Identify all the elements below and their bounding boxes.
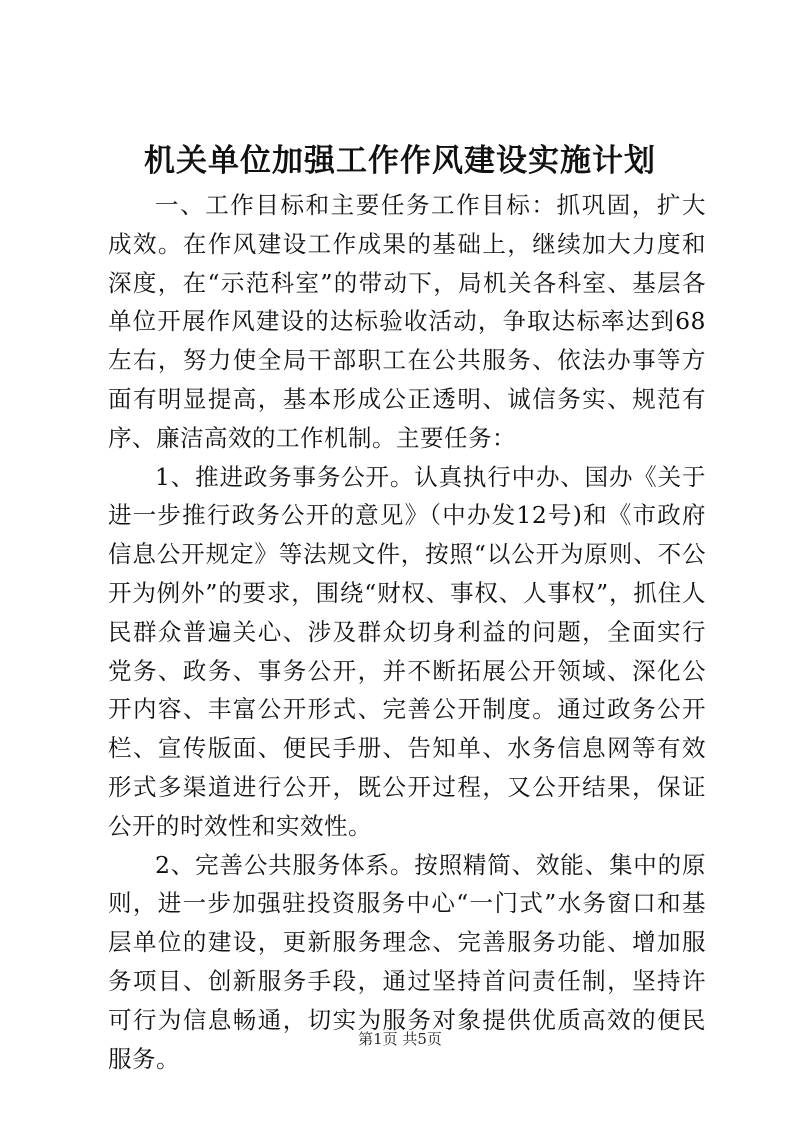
paragraph-goals: 一、工作目标和主要任务工作目标：抓巩固，扩大成效。在作风建设工作成果的基础上，继续加大力度和深度，在“示范科室”的带动下，局机关各科室、基层各单位开展作风建设的达标验收活动，争取达标率达到68左右，努力使全局干部职工在公共服务、依法办事等方面有明显提高，基本形成公正透明、诚信务实、规范有序、廉洁高效的工作机制。主要任务： [108, 191, 706, 452]
paragraph-task-2: 2、完善公共服务体系。按照精简、效能、集中的原则，进一步加强驻投资服务中心“一门式”水务窗口和基层单位的建设，更新服务理念、完善服务功能、增加服务项目、创新服务手段，通过坚持首问责任制，坚持许可行为信息畅通，切实为服务对象提供优质高效的便民服务。 [108, 850, 706, 1073]
document-title: 机关单位加强工作作风建设实施计划 [144, 143, 656, 179]
page-number-footer: 第1页 共5页 [358, 1030, 442, 1048]
paragraph-task-1: 1、推进政务事务公开。认真执行中办、国办《关于进一步推行政务公开的意见》（中办发12号)和《市政府信息公开规定》等法规文件，按照“以公开为原则、不公开为例外”的要求，围绕“财权、事权、人事权”，抓住人民群众普遍关心、涉及群众切身利益的问题，全面实行党务、政务、事务公开，并不断拓展公开领域、深化公开内容、丰富公开形式、完善公开制度。通过政务公开栏、宣传版面、便民手册、告知单、水务信息网等有效形式多渠道进行公开，既公开过程，又公开结果，保证公开的时效性和实效性。 [108, 462, 706, 840]
document-body [108, 186, 706, 1078]
